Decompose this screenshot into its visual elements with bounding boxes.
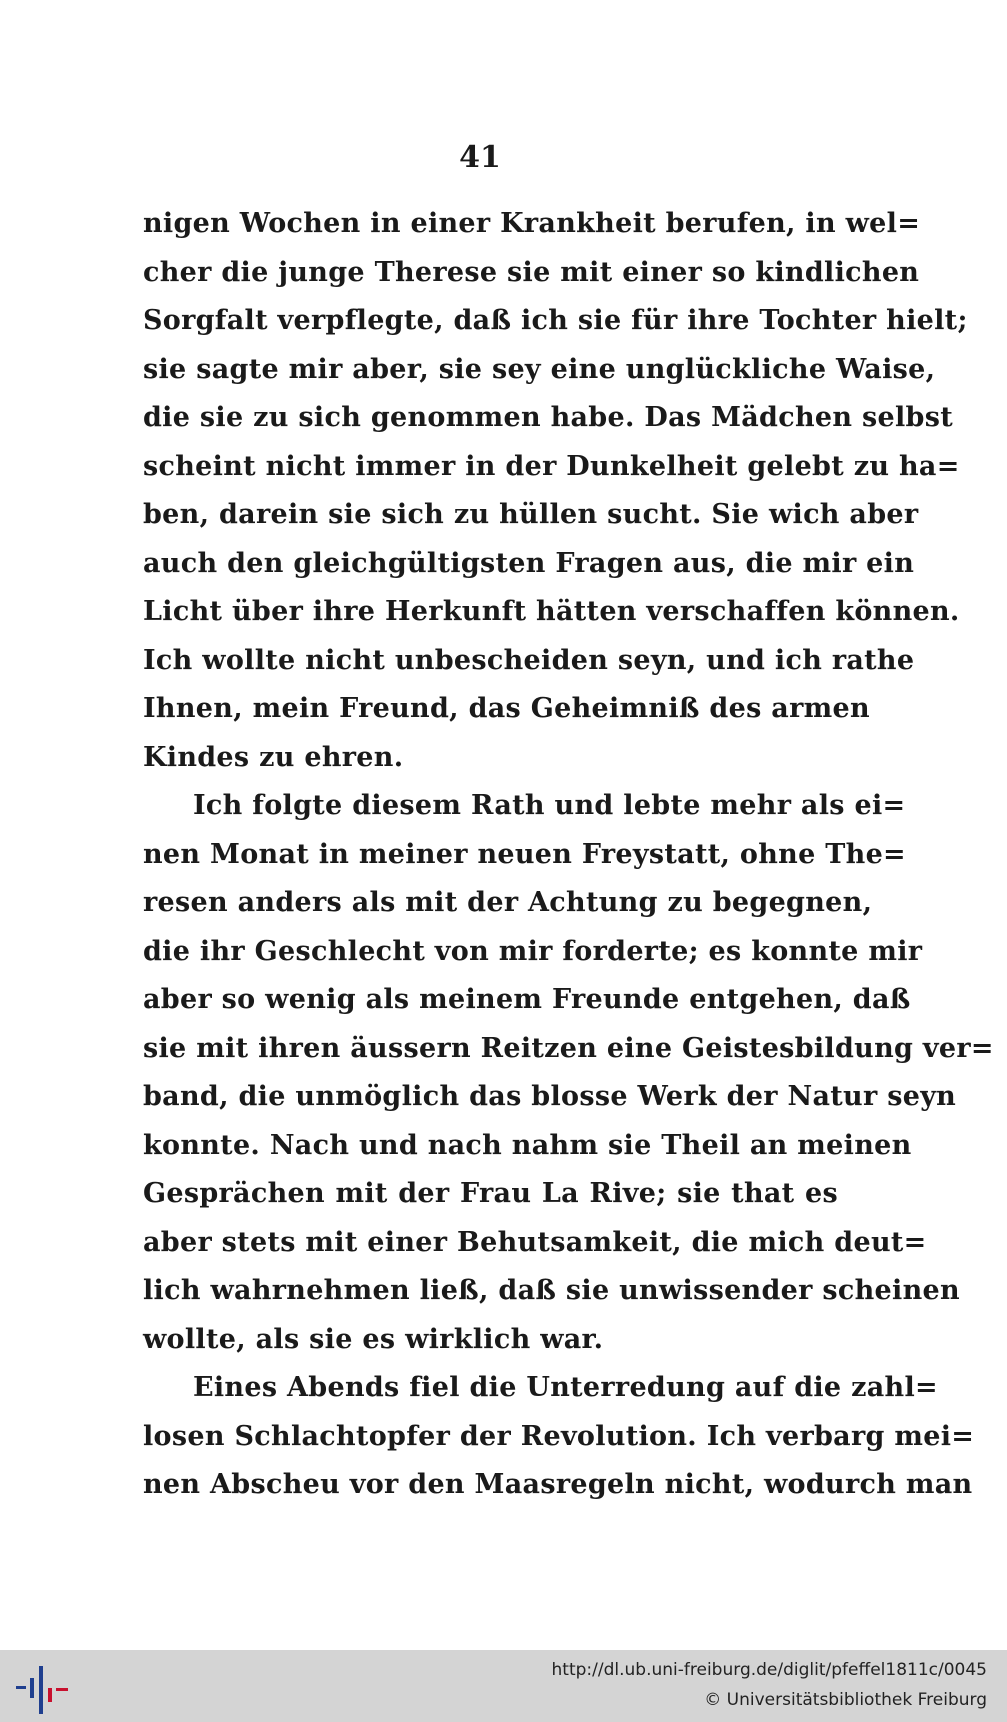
text-line: Sorgfalt verpflegte, daß ich sie für ihre Tochter hielt; — [143, 305, 968, 336]
text-line: Eines Abends fiel die Unterredung auf die zahl= — [193, 1372, 938, 1403]
text-line: nen Abscheu vor den Maasregeln nicht, wodurch man — [143, 1469, 973, 1500]
page-text — [143, 200, 994, 1510]
text-line: Ich folgte diesem Rath und lebte mehr als ei= — [193, 790, 906, 821]
text-line: Ich wollte nicht unbescheiden seyn, und ich rathe — [143, 644, 915, 676]
text-line: Licht über ihre Herkunft hätten verschaffen können. — [143, 596, 960, 627]
source-url-link[interactable]: http://dl.ub.uni-freiburg.de/diglit/pfeffel1811c/0045 — [551, 1660, 987, 1680]
text-line: Ihnen, mein Freund, das Geheimniß des armen — [143, 693, 870, 724]
text-line: konnte. Nach und nach nahm sie Theil an meinen — [143, 1129, 912, 1161]
text-line: lich wahrnehmen ließ, daß sie unwissender scheinen — [143, 1275, 960, 1306]
text-line: die ihr Geschlecht von mir forderte; es konnte mir — [143, 935, 923, 967]
text-line: band, die unmöglich das blosse Werk der Natur seyn — [143, 1081, 957, 1112]
text-line: nigen Wochen in einer Krankheit berufen, in wel= — [143, 208, 921, 239]
logo-blue-bar-left — [16, 1686, 26, 1689]
copyright-notice: © Universitätsbibliothek Freiburg — [704, 1690, 987, 1710]
text-line: sie sagte mir aber, sie sey eine unglückliche Waise, — [143, 353, 936, 385]
footer-bar — [0, 1650, 1007, 1722]
text-line: sie mit ihren äussern Reitzen eine Geistesbildung ver= — [143, 1032, 994, 1064]
text-line: aber stets mit einer Behutsamkeit, die mich deut= — [143, 1226, 927, 1258]
text-line: die sie zu sich genommen habe. Das Mädchen selbst — [143, 402, 953, 433]
text-line: aber so wenig als meinem Freunde entgehen, daß — [143, 984, 911, 1015]
text-line: resen anders als mit der Achtung zu begegnen, — [143, 887, 873, 918]
library-logo-icon — [14, 1666, 70, 1714]
text-line: wollte, als sie es wirklich war. — [143, 1323, 604, 1355]
text-line: Kindes zu ehren. — [143, 741, 404, 773]
logo-red-bar-short — [48, 1688, 52, 1702]
text-line: auch den gleichgültigsten Fragen aus, die mir ein — [143, 547, 915, 579]
text-line: Gesprächen mit der Frau La Rive; sie that es — [143, 1178, 838, 1209]
page-number: 41 — [459, 140, 501, 175]
text-line: nen Monat in meiner neuen Freystatt, ohne The= — [143, 838, 906, 870]
text-line: losen Schlachtopfer der Revolution. Ich verbarg mei= — [143, 1420, 975, 1452]
logo-blue-bar-tall — [39, 1666, 43, 1714]
text-line: scheint nicht immer in der Dunkelheit gelebt zu ha= — [143, 450, 960, 482]
text-line: cher die junge Therese sie mit einer so kindlichen — [143, 256, 920, 288]
logo-red-bar-right — [56, 1688, 68, 1691]
logo-blue-bar-short — [30, 1678, 34, 1698]
text-line: ben, darein sie sich zu hüllen sucht. Sie wich aber — [143, 499, 919, 530]
